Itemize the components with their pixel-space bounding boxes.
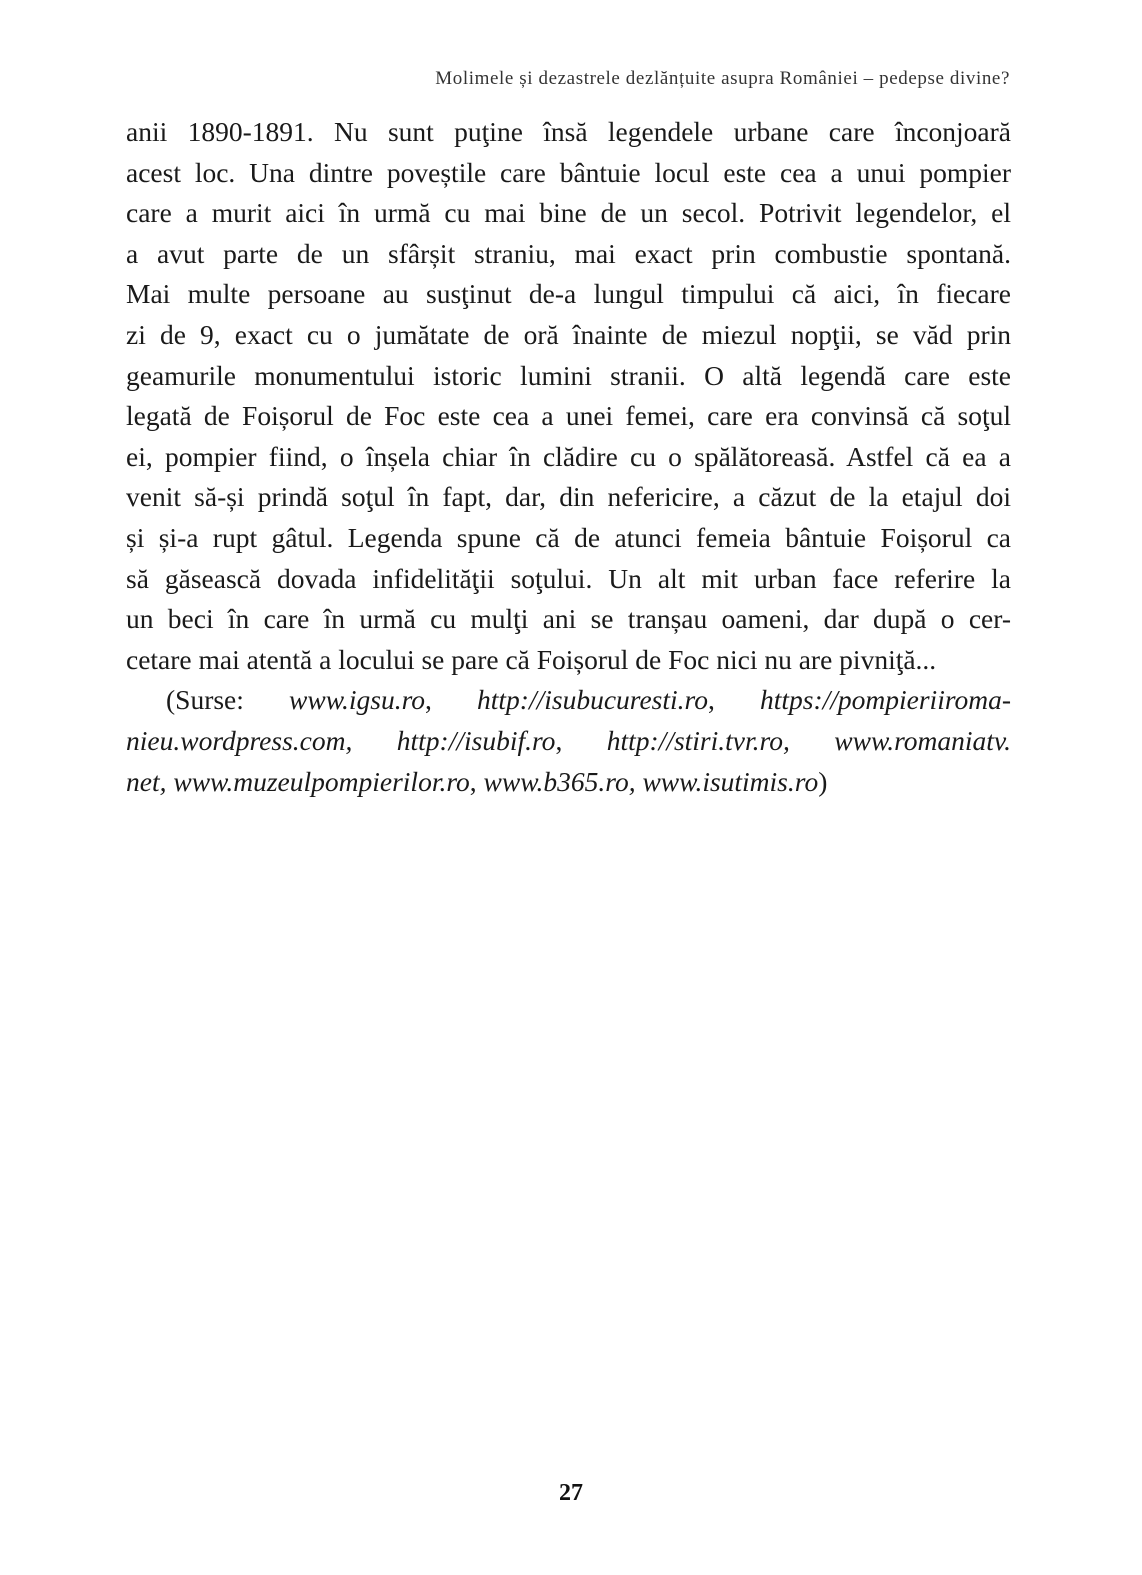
separator: , [555,724,563,756]
sources-paragraph [126,680,1011,802]
source-link[interactable]: www.igsu.ro [289,684,426,716]
separator: , [707,684,715,716]
paragraph-line: și și-a rupt gâtul. Legenda spune că de atunci femeia bântuie Foișorul ca [126,521,1011,553]
source-link[interactable]: www.isutimis.ro [642,765,819,797]
paragraph-line: să găsească dovada infidelităţii soţului. Un alt mit urban face referire la [126,562,1011,594]
source-link[interactable]: www.romaniatv. [834,724,1011,756]
source-link[interactable]: http://isubif.ro [396,724,556,756]
paragraph-line: ei, pompier fiind, o înșela chiar în clădire cu o spălătoreasă. Astfel că ea a [126,440,1011,472]
paragraph-line: care a murit aici în urmă cu mai bine de un secol. Potrivit legendelor, el [126,197,1011,229]
sources-line [126,680,1011,721]
source-link[interactable]: www.b365.ro, [483,765,636,797]
sources-line [126,762,1011,803]
separator: , [425,684,432,716]
paragraph-line: un beci în care în urmă cu mulţi ani se tranșau oameni, dar după o cer- [126,603,1011,635]
paragraph-line: a avut parte de un sfârșit straniu, mai exact prin combustie spontană. [126,237,1011,269]
separator: , [469,765,477,797]
source-link[interactable]: nieu.wordpress.com, [126,724,353,756]
source-link[interactable]: net, [126,765,167,797]
body-text [126,112,1011,802]
paragraph-line: anii 1890-1891. Nu sunt puţine însă legendele urbane care înconjoară [126,116,1011,147]
source-link[interactable]: http://stiri.tvr.ro, [606,724,790,756]
source-link[interactable]: http://isubucuresti.ro [477,684,708,716]
source-link[interactable]: https://pompieriiroma- [759,684,1012,716]
sources-open: (Surse: [166,684,244,716]
paragraph-line: venit să-și prindă soţul în fapt, dar, din nefericire, a căzut de la etajul doi [126,481,1011,513]
paragraph-line: Mai multe persoane au susţinut de-a lungul timpului că aici, în fiecare [126,278,1011,310]
sources-line [126,721,1011,762]
source-link[interactable]: www.muzeulpompierilor.ro [173,765,470,797]
running-header: Molimele și dezastrele dezlănțuite asupra României – pedepse divine? [435,68,1010,89]
paragraph-line: geamurile monumentului istoric lumini stranii. O altă legendă care este [126,359,1011,391]
page-number: 27 [559,1480,583,1506]
paragraph-line: zi de 9, exact cu o jumătate de oră înainte de miezul nopţii, se văd prin [126,318,1011,350]
sources-close: ) [818,765,828,797]
paragraph-line: legată de Foișorul de Foc este cea a unei femei, care era convinsă că soţul [126,400,1011,432]
paragraph-line: acest loc. Una dintre poveștile care bântuie locul este cea a unui pompier [126,156,1011,188]
paragraph-line: cetare mai atentă a locului se pare că Foișorul de Foc nici nu are pivniţă... [126,643,937,675]
